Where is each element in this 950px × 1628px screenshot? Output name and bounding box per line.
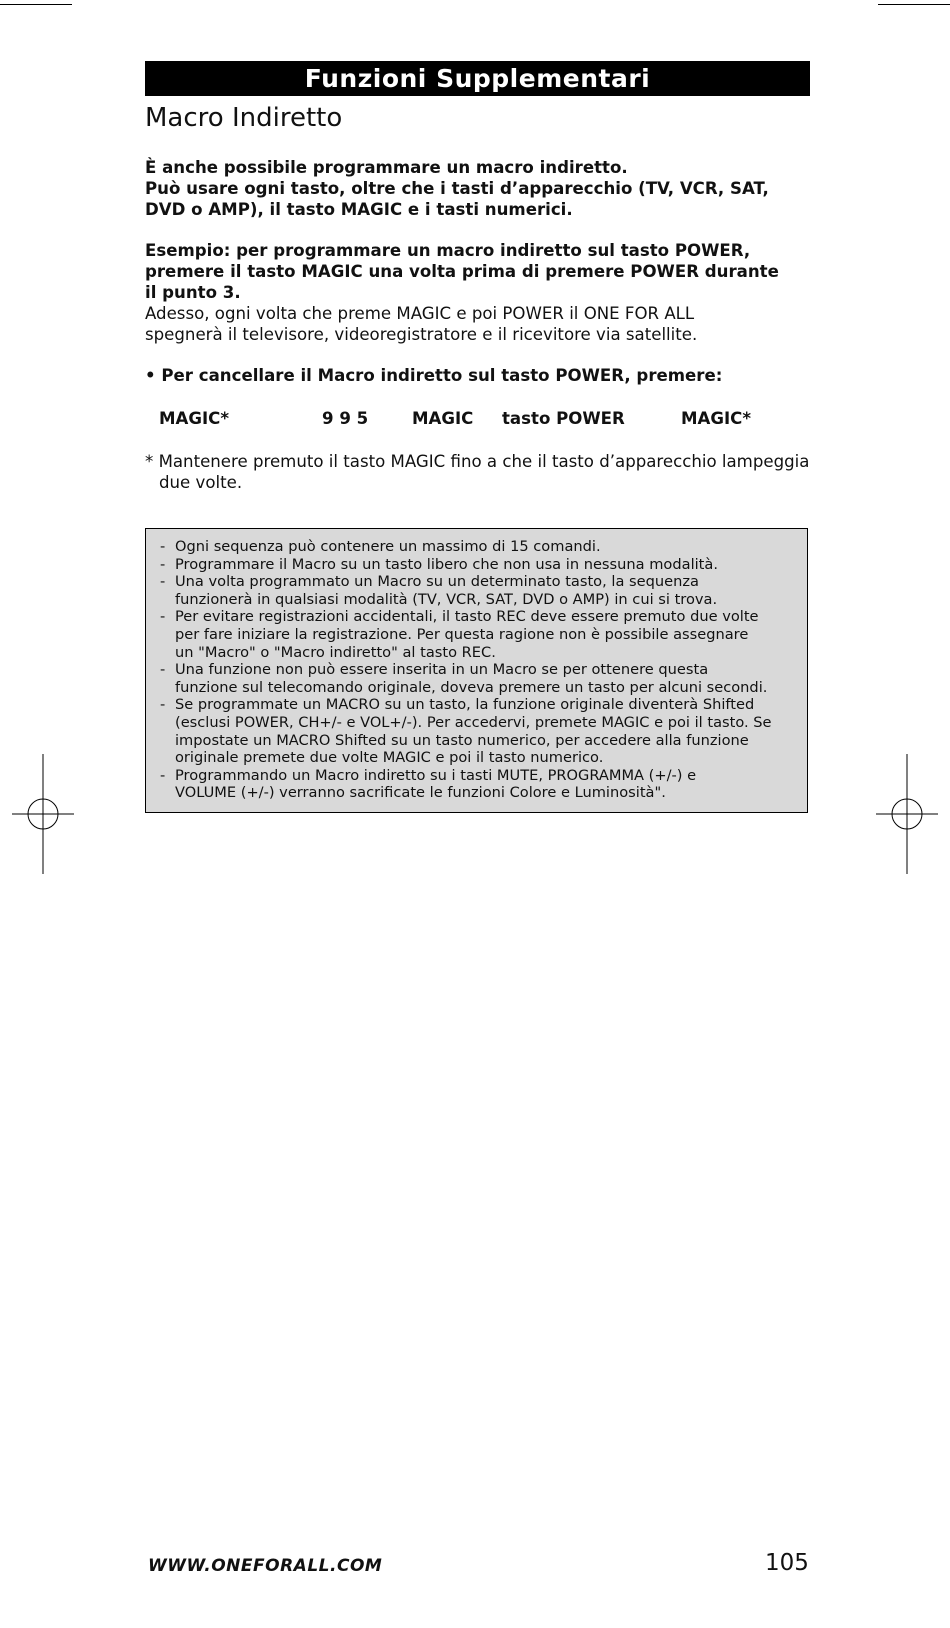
- sequence-key: MAGIC: [412, 409, 474, 428]
- note-item: [160, 696, 797, 766]
- note-line: originale premete due volte MAGIC e poi il tasto numerico.: [175, 749, 604, 767]
- note-item: [160, 608, 797, 661]
- note-line: impostate un MACRO Shifted su un tasto numerico, per accedere alla funzione: [175, 731, 749, 749]
- page-number: 105: [765, 1550, 809, 1576]
- note-line: Una volta programmato un Macro su un determinato tasto, la sequenza: [175, 573, 699, 591]
- sequence-key: MAGIC*: [159, 409, 230, 428]
- chapter-title: Funzioni Supplementari: [304, 64, 651, 93]
- intro-paragraph: [145, 157, 825, 220]
- note-line: VOLUME (+/-) verranno sacrificate le funzioni Colore e Luminosità".: [175, 784, 666, 802]
- cancel-instruction-text: • Per cancellare il Macro indiretto sul tasto POWER, premere:: [145, 366, 723, 385]
- dash-bullet: -: [160, 538, 166, 555]
- note-item: [160, 573, 797, 608]
- crop-mark-top-right: [878, 4, 950, 5]
- note-line: Programmare il Macro su un tasto libero che non usa in nessuna modalità.: [175, 555, 718, 573]
- note-item: [160, 556, 797, 574]
- note-item: [160, 767, 797, 802]
- dash-bullet: -: [160, 766, 166, 784]
- chapter-header: [145, 61, 810, 96]
- registration-mark-right: [876, 754, 938, 874]
- registration-mark-left: [12, 754, 74, 874]
- note-line: Programmando un Macro indiretto su i tasti MUTE, PROGRAMMA (+/-) e: [175, 766, 697, 784]
- sequence-key: 9 9 5: [322, 409, 369, 428]
- note-line: per fare iniziare la registrazione. Per questa ragione non è possibile assegnare: [175, 625, 749, 643]
- example-bold-line: Esempio: per programmare un macro indiretto sul tasto POWER,: [145, 241, 751, 260]
- note-line: Se programmate un MACRO su un tasto, la funzione originale diventerà Shifted: [175, 696, 755, 714]
- example-bold-line: premere il tasto MAGIC una volta prima di premere POWER durante: [145, 262, 779, 281]
- example-line: Adesso, ogni volta che preme MAGIC e poi POWER il ONE FOR ALL: [145, 304, 695, 323]
- notes-box: [145, 528, 808, 813]
- dash-bullet: -: [160, 696, 166, 714]
- note-line: funzionerà in qualsiasi modalità (TV, VCR, SAT, DVD o AMP) in cui si trova.: [175, 590, 718, 608]
- intro-line: DVD o AMP), il tasto MAGIC e i tasti numerici.: [145, 200, 573, 219]
- note-item: [160, 538, 797, 556]
- cancel-instruction: [145, 365, 825, 386]
- footnote-line: due volte.: [159, 473, 243, 492]
- dash-bullet: -: [160, 661, 166, 679]
- note-item: [160, 661, 797, 696]
- section-title: Macro Indiretto: [145, 103, 343, 133]
- note-line: Ogni sequenza può contenere un massimo di 15 comandi.: [175, 538, 601, 555]
- sequence-key: tasto POWER: [502, 409, 625, 428]
- dash-bullet: -: [160, 573, 166, 591]
- dash-bullet: -: [160, 555, 166, 573]
- footnote-line: * Mantenere premuto il tasto MAGIC fino a che il tasto d’apparecchio lampeggia: [145, 452, 810, 471]
- note-line: funzione sul telecomando originale, doveva premere un tasto per alcuni secondi.: [175, 678, 768, 696]
- example-paragraph: [145, 240, 825, 345]
- note-line: Per evitare registrazioni accidentali, il tasto REC deve essere premuto due volte: [175, 608, 759, 626]
- intro-line: È anche possibile programmare un macro indiretto.: [145, 158, 628, 177]
- sequence-key: MAGIC*: [681, 409, 752, 428]
- note-line: (esclusi POWER, CH+/- e VOL+/-). Per accedervi, premete MAGIC e poi il tasto. Se: [175, 713, 772, 731]
- example-bold-line: il punto 3.: [145, 283, 241, 302]
- intro-line: Può usare ogni tasto, oltre che i tasti d’apparecchio (TV, VCR, SAT,: [145, 179, 769, 198]
- note-line: un "Macro" o "Macro indiretto" al tasto REC.: [175, 643, 496, 661]
- crop-mark-top-left: [0, 4, 72, 5]
- dash-bullet: -: [160, 608, 166, 626]
- example-line: spegnerà il televisore, videoregistratore e il ricevitore via satellite.: [145, 325, 698, 344]
- note-line: Una funzione non può essere inserita in un Macro se per ottenere questa: [175, 661, 709, 679]
- footnote: [145, 451, 825, 493]
- footer-website: WWW.ONEFORALL.COM: [148, 1556, 383, 1576]
